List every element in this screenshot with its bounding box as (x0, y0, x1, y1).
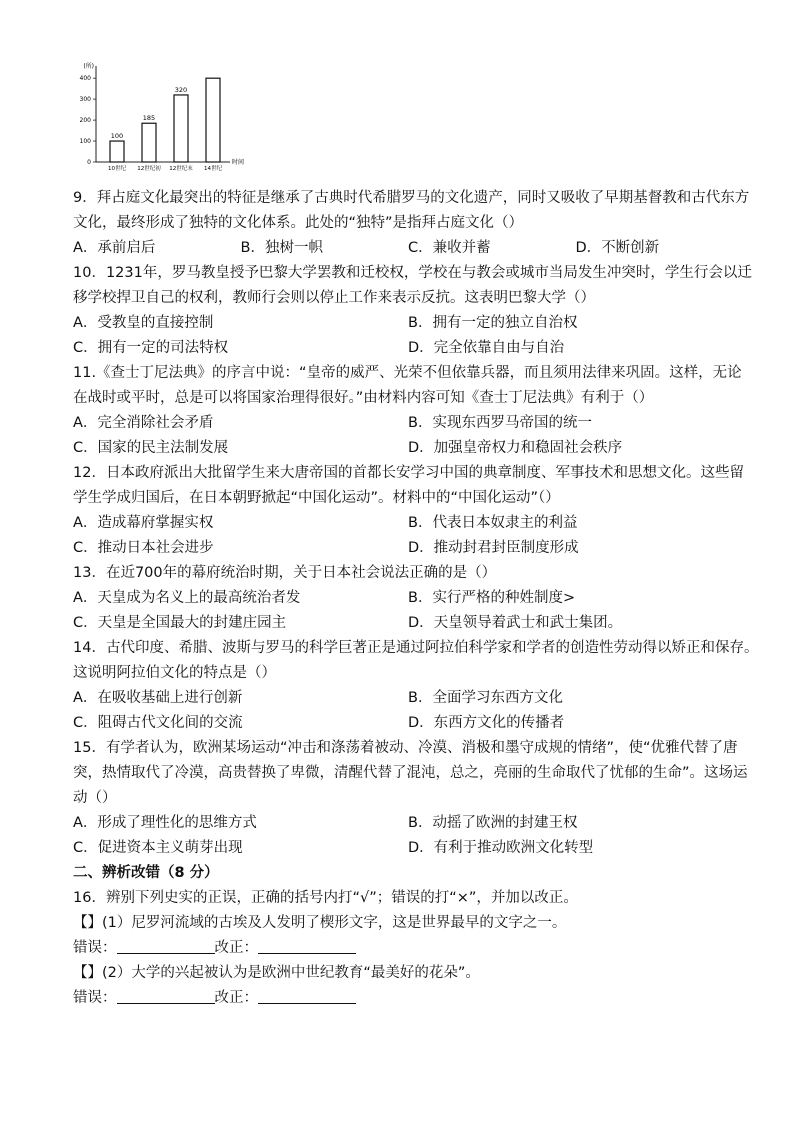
option-c[interactable]: C．天皇是全国最大的封建庄园主 (73, 615, 287, 631)
statement-1: 【】(1）尼罗河流域的古埃及人发明了楔形文字，这是世界最早的文字之一。 (73, 915, 567, 931)
chart-svg (70, 62, 250, 174)
option-a[interactable]: A．承前启后 (73, 240, 156, 256)
option-b[interactable]: B．实现东西罗马帝国的统一 (408, 415, 592, 431)
option-c[interactable]: C．兼收并蓄 (408, 240, 491, 256)
option-a[interactable]: A．在吸收基础上进行创新 (73, 690, 243, 706)
bar (174, 95, 188, 162)
fix-label: 改正： (214, 940, 258, 956)
question-text: 动（） (73, 790, 117, 806)
option-a[interactable]: A．形成了理性化的思维方式 (73, 815, 257, 831)
option-a[interactable]: A．完全消除社会矛盾 (73, 415, 214, 431)
option-c[interactable]: C．促进资本主义萌芽出现 (73, 840, 243, 856)
question-9 (73, 186, 750, 261)
options-row (73, 586, 743, 611)
x-tick-label: 12世纪末 (169, 166, 193, 172)
option-d[interactable]: D．东西方文化的传播者 (408, 715, 565, 731)
x-tick-label: 14世纪 (204, 166, 222, 172)
option-b[interactable]: B．拥有一定的独立自治权 (408, 315, 578, 331)
error-blank[interactable] (117, 987, 215, 1004)
error-label: 错误： (73, 940, 117, 956)
question-16 (73, 886, 743, 1011)
question-text: 12．日本政府派出大批留学生来大唐帝国的首都长安学习中国的典章制度、军事技术和思想文化。这些留 (73, 465, 744, 481)
bar-chart (70, 62, 250, 174)
bar-value-label: 100 (110, 132, 124, 141)
options-row (73, 711, 743, 736)
question-text: 10．1231年，罗马教皇授予巴黎大学罢教和迁校权，学校在与教会或城市当局发生冲突时，学生行会以迁 (73, 265, 752, 281)
answer-row-1 (73, 936, 743, 961)
question-list (73, 186, 759, 1011)
question-text: 在战时或平时，总是可以将国家治理得很好。”由材料内容可知《查士丁尼法典》有利于（） (73, 390, 654, 406)
question-14 (73, 636, 759, 736)
options (73, 236, 743, 261)
bar (110, 141, 124, 162)
error-label: 错误： (73, 990, 117, 1006)
x-tick-label: 10世纪 (108, 166, 126, 172)
option-b[interactable]: B．独树一帜 (240, 240, 323, 256)
y-tick-label: 100 (79, 138, 91, 146)
y-tick-label: 300 (79, 96, 91, 104)
options-row (73, 836, 743, 861)
option-b[interactable]: B．代表日本奴隶主的利益 (408, 515, 578, 531)
question-10 (73, 261, 752, 361)
options-row (73, 436, 743, 461)
option-c[interactable]: C．拥有一定的司法特权 (73, 340, 229, 356)
options-row (73, 536, 743, 561)
x-axis-label: 时间 (232, 159, 245, 166)
option-b[interactable]: B．动摇了欧洲的封建王权 (408, 815, 578, 831)
option-d[interactable]: D．有利于推动欧洲文化转型 (408, 840, 594, 856)
options-row (73, 336, 743, 361)
question-text: 13．在近700年的幕府统治时期，关于日本社会说法正确的是（） (73, 565, 497, 581)
bar-value-label: 320 (174, 85, 188, 94)
bar-value-label: 185 (142, 114, 156, 123)
option-d[interactable]: D．加强皇帝权力和稳固社会秩序 (408, 440, 623, 456)
question-text: 移学校捍卫自己的权利，教师行会则以停止工作来表示反抗。这表明巴黎大学（） (73, 290, 595, 306)
question-text: 这说明阿拉伯文化的特点是（） (73, 665, 276, 681)
fix-label: 改正： (214, 990, 258, 1006)
statement-2: 【】(2）大学的兴起被认为是欧洲中世纪教育“最美好的花朵”。 (73, 965, 480, 981)
question-11 (73, 361, 743, 461)
options-row (73, 686, 743, 711)
option-d[interactable]: D．推动封君封臣制度形成 (408, 540, 579, 556)
y-tick-label: 0 (87, 159, 91, 166)
options-row (73, 311, 743, 336)
section-heading: 二、辨析改错（8 分） (73, 865, 219, 881)
bar (206, 78, 220, 162)
option-a[interactable]: A．天皇成为名义上的最高统治者发 (73, 590, 301, 606)
options-row (73, 811, 743, 836)
option-c[interactable]: C．国家的民主法制发展 (73, 440, 229, 456)
option-c[interactable]: C．阻碍古代文化间的交流 (73, 715, 243, 731)
question-text: 15．有学者认为，欧洲某场运动“冲击和涤荡着被动、冷漠、消极和墨守成规的情绪”，使“优雅代替了唐 (73, 740, 738, 756)
question-text: 16．辨别下列史实的正误，正确的括号内打“√”；错误的打“×”，并加以改正。 (73, 890, 578, 906)
answer-row-2 (73, 986, 743, 1011)
question-13 (73, 561, 743, 636)
option-b[interactable]: B．实行严格的种姓制度> (408, 590, 576, 606)
question-text: 11.《查士丁尼法典》的序言中说：“皇帝的威严、光荣不但依靠兵器，而且须用法律来巩固。这样，无论 (73, 365, 742, 381)
bar (142, 123, 156, 162)
option-a[interactable]: A．造成幕府掌握实权 (73, 515, 214, 531)
question-text: 文化，最终形成了独特的文化体系。此处的“独特”是指拜占庭文化（） (73, 215, 524, 231)
question-text: 学生学成归国后，在日本朝野掀起“中国化运动”。材料中的“中国化运动”（） (73, 490, 560, 506)
options-row (73, 411, 743, 436)
x-tick-label: 12世纪初 (137, 166, 161, 172)
y-axis-label: (所) (83, 63, 94, 70)
fix-blank[interactable] (258, 937, 356, 954)
option-d[interactable]: D．不断创新 (575, 240, 660, 256)
options-row (73, 511, 743, 536)
question-text: 9．拜占庭文化最突出的特征是继承了古典时代希腊罗马的文化遗产，同时又吸收了早期基督教和古代东方 (73, 190, 750, 206)
option-a[interactable]: A．受教皇的直接控制 (73, 315, 214, 331)
option-b[interactable]: B．全面学习东西方文化 (408, 690, 563, 706)
question-12 (73, 461, 743, 561)
fix-blank[interactable] (258, 987, 356, 1004)
y-tick-label: 200 (79, 117, 91, 125)
option-d[interactable]: D．天皇领导着武士和武士集团。 (408, 615, 623, 631)
question-15 (73, 736, 748, 861)
error-blank[interactable] (117, 937, 215, 954)
option-d[interactable]: D．完全依靠自由与自治 (408, 340, 565, 356)
option-c[interactable]: C．推动日本社会进步 (73, 540, 214, 556)
question-text: 14．古代印度、希腊、波斯与罗马的科学巨著正是通过阿拉伯科学家和学者的创造性劳动得以矫正和保存。 (73, 640, 759, 656)
question-text: 突，热情取代了冷漠，高贵替换了卑微，清醒代替了混沌，总之，亮丽的生命取代了忧郁的生命”。这场运 (73, 765, 748, 781)
y-tick-label: 400 (79, 75, 91, 83)
options-row (73, 611, 743, 636)
